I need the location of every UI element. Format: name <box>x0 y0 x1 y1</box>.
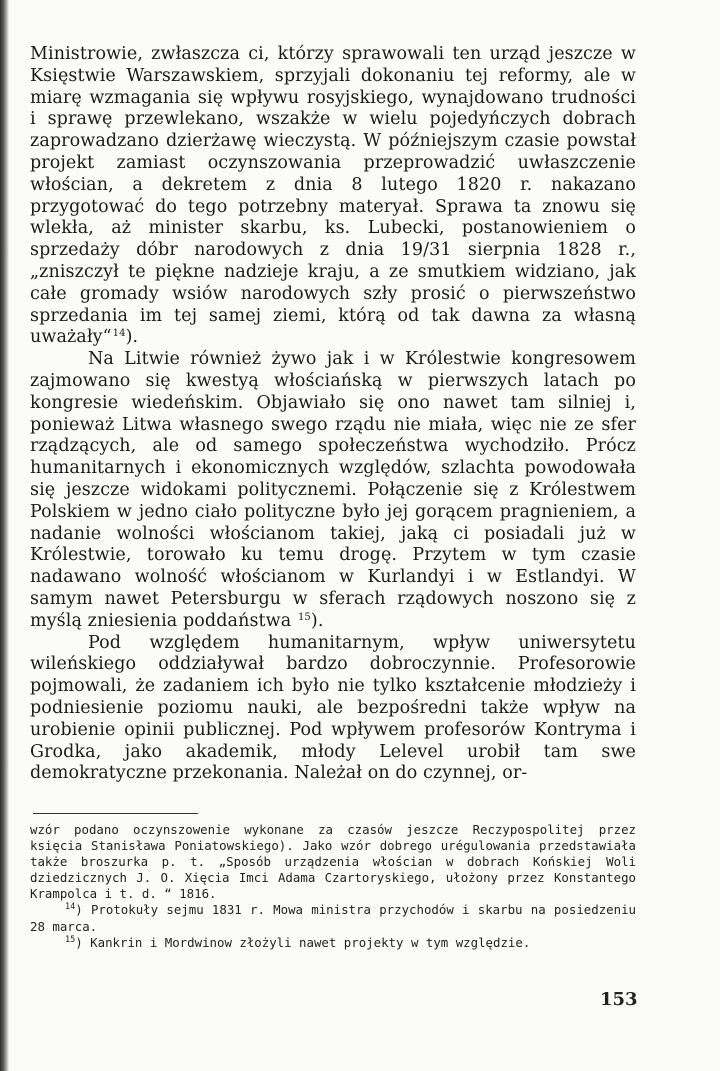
footnote-14 <box>30 902 636 934</box>
paragraph-1 <box>30 44 636 349</box>
paragraph-2-end: ). <box>310 610 324 631</box>
paragraph-2-text: Na Litwie również żywo jak i w Królestwie kongresowem zajmowano się kwestyą włościańską w pierwszych latach po kongresie wiedeńskim. Objawiało się ono nawet tam silniej i, ponieważ Litwa własnego swego rządu nie miała, więc nie ze sfer rządzących, ale od samego społeczeństwa wychodziło. Prócz humanitarnych i ekonomicznych względów, szlachta powodowała się jeszcze widokami politycznemi. Połączenie się z Królestwem Polskiem w jedno ciało polityczne było jej gorącem pragnieniem, a nadanie wolności włościanom takiej, jaką ci posiadali już w Królestwie, torowało ku temu drogę. Przytem w tym czasie nadawano wolność włościanom w Kurlandyi i w Estlandyi. W samym nawet Petersburgu w sferach rządowych noszono się z myślą zniesienia poddaństwa <box>30 349 636 631</box>
footnote-14-text: ) Protokuły sejmu 1831 r. Mowa ministra przychodów i skarbu na posiedzeniu 28 marca. <box>30 902 636 934</box>
footnotes <box>30 822 636 951</box>
footnote-15-number: 15 <box>65 934 76 945</box>
paragraph-2 <box>30 349 636 632</box>
paragraph-3 <box>30 633 636 786</box>
paragraph-1-end: ). <box>125 327 139 348</box>
footnote-14-number: 14 <box>65 902 76 913</box>
footnote-15 <box>30 935 636 951</box>
footnote-continuation: wzór podano oczynszowenie wykonane za czasów jeszcze Reczypospolitej przez księcia Stanisława Poniatowskiego). Jako wzór dobrego urégulowania przedstawiała także broszurka p. t. „Sposób urządzenia włościan w dobrach Końskiej Woli dziedzicznych J. O. Xięcia Imci Adama Czartoryskiego, ułożony przez Konstantego Krampolca i t. d. “ 1816. <box>30 822 636 902</box>
main-text <box>30 44 636 785</box>
footnote-15-text: ) Kankrin i Mordwinow złożyli nawet projekty w tym względzie. <box>75 934 531 950</box>
footnote-separator <box>33 813 198 814</box>
page-number: 153 <box>600 989 638 1010</box>
scan-binding-edge <box>0 0 9 1071</box>
paragraph-3-text: Pod względem humanitarnym, wpływ uniwersytetu wileńskiego oddziaływał bardzo dobroczynnie. Profesorowie pojmowali, że zadaniem ich było nie tylko kształcenie młodzieży i podniesienie poziomu nauki, ale bezpośredni także wpływ na urobienie opinii publicznej. Pod wpływem profesorów Kontryma i Grodka, jako akademik, młody Lelevel urobił tam swe demokratyczne przekonania. Należał on do czynnej, or- <box>30 632 636 784</box>
footnote-ref-14: 14 <box>112 328 126 340</box>
footnote-ref-15: 15 <box>297 611 311 623</box>
paragraph-1-text: Ministrowie, zwłaszcza ci, którzy sprawowali ten urząd jeszcze w Księstwie Warszawskiem, sprzyjali dokonaniu tej reformy, ale w miarę wzmagania się wpływu rosyjskiego, wynajdowano trudności i sprawę przewlekano, wszakże w wielu pojedyńczych dobrach zaprowadzano dzierżawę wieczystą. W późniejszym czasie powstał projekt zamiast oczynszowania przeprowadzić uwłaszczenie włościan, a dekretem z dnia 8 lutego 1820 r. nakazano przygotować do tego potrzebny materyał. Sprawa ta znowu się wlekła, aż minister skarbu, ks. Lubecki, postanowieniem o sprzedaży dóbr narodowych z dnia 19/31 sierpnia 1828 r., „zniszczył te piękne nadzieje kraju, a ze smutkiem widziano, jak całe gromady wsiów narodowych szły prosić o pierwszeństwo sprzedania im tej samej ziemi, którą od tak dawna za własną uważały“ <box>30 44 636 348</box>
